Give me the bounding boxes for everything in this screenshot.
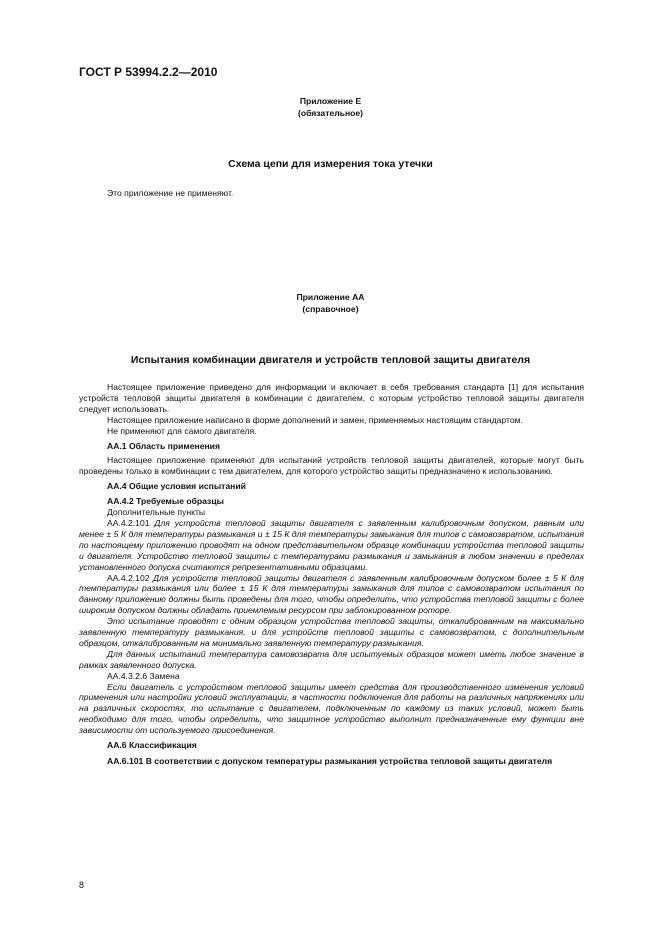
- clause-aa4326-text: Если двигатель с устройством тепловой защиты имеет средства для производственного изменения условий применения или настройки условий эксплуатации, в частности подключения для работы на различных напряжениях или на различных скоростях, то испытание с двигателем, подключенным по каждому из таких условий, может быть необходимо для того, чтобы определить, что защитное устройство выполнит предназначенные ему функции вне зависимости от используемого присоединения.: [79, 681, 584, 736]
- appendix-e-label: Приложение Е: [299, 96, 362, 106]
- clause-aa42-heading: АА.4.2 Требуемые образцы: [107, 496, 224, 507]
- additional-items-label: Дополнительные пункты: [107, 507, 206, 518]
- page-number: 8: [79, 880, 85, 890]
- appendix-aa-body: [79, 382, 584, 767]
- clause-aa42102: [79, 573, 584, 617]
- clause-aa42101-text: Для устройств тепловой защиты двигателя с заявленным калибровочным допуском, равным или менее ± 5 К для температуры размыкания и ± 15 К для температуры замыкания для типов с самовозвратом, испытания по настоящему приложению проводят на одном представительном образце комбинации устройства тепловой защиты и двигателя. Устройство тепловой защиты с температурами размыкания и замыкания в любом значении в пределах установленного допуска считаются репрезентативными образцами.: [79, 517, 585, 572]
- intro-paragraph: Настоящее приложение приведено для информации и включает в себя требования стандарта [1] для испытания устройств тепловой защиты двигателя в комбинации с двигателем, с которым устройство тепловой защиты двигателя следует использовать.: [79, 382, 584, 414]
- clause-aa42102-paragraph-2: Это испытание проводят с одним образцом устройства тепловой защиты, откалиброванным на максимально заявленную температуру размыкания, и для устройств тепловой защиты с самовозвратом, с дополнительным образцом, откалиброванным на минимально заявленную температуру размыкания.: [79, 616, 584, 648]
- clause-aa4-heading: АА.4 Общие условия испытаний: [107, 481, 246, 492]
- clause-aa6-heading: АА.6 Классификация: [107, 740, 197, 751]
- appendix-aa-title: Испытания комбинации двигателя и устройств тепловой защиты двигателя: [130, 354, 531, 366]
- clause-aa42102-text: Для устройств тепловой защиты двигателя с заявленным калибровочным допуском более ± 5 К для температуры размыкания или более ± 15 К для температуры замыкания для типов с самовозвратом испытания по данному приложению должны быть проведены для того, чтобы определить, что устройства тепловой защиты с более широким допуском должны обладать приемлемым ресурсом при заблокированном роторе.: [79, 572, 584, 616]
- clause-aa4326-heading: АА.4.3.2.6 Замена: [107, 670, 180, 681]
- appendix-e-note: Это приложение не применяют.: [107, 188, 234, 198]
- clause-aa42101: [79, 518, 584, 573]
- clause-aa42102-paragraph-3: Для данных испытаний температура самовозврата для испытуемых образцов может иметь любое значение в рамках заявленного допуска.: [79, 648, 584, 670]
- appendix-e-title: Схема цепи для измерения тока утечки: [228, 158, 433, 170]
- clause-aa42102-number: АА.4.2.102: [107, 572, 150, 583]
- appendix-aa-label: Приложение АА: [296, 292, 365, 302]
- clause-aa42101-number: АА.4.2.101: [107, 517, 150, 528]
- appendix-aa-status: (справочное): [302, 304, 359, 314]
- clause-aa1-text: Настоящее приложение применяют для испытаний устройств тепловой защиты двигателей, которые могут быть проведены только в комбинации с тем двигателем, для которого устройство защиты предназначено к использованию.: [79, 455, 584, 477]
- clause-aa1-heading: АА.1 Область применения: [107, 440, 220, 451]
- appendix-e-status: (обязательное): [297, 108, 364, 118]
- document-header: ГОСТ Р 53994.2.2—2010: [79, 65, 218, 79]
- intro-paragraph: Не применяют для самого двигателя.: [107, 425, 257, 436]
- clause-aa6101-heading: АА.6.101 В соответствии с допуском температуры размыкания устройства тепловой защиты двигателя: [107, 756, 553, 766]
- intro-paragraph: Настоящее приложение написано в форме дополнений и замен, применяемых настоящим стандартом.: [107, 414, 523, 425]
